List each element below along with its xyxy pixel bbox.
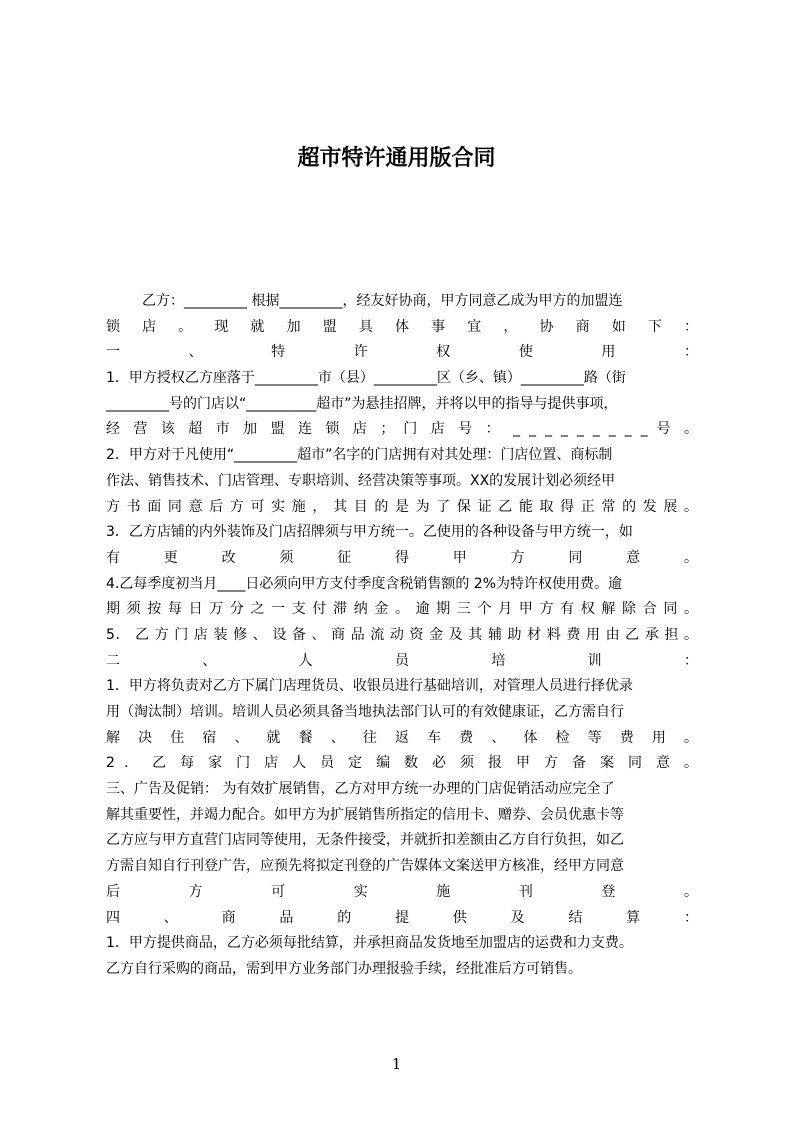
document-title: 超市特许通用版合同: [297, 145, 496, 171]
text-line: 三、广告及促销： 为有效扩展销售，乙方对甲方统一办理的门店促销活动应完全了: [106, 781, 615, 798]
text-line: 4.乙每季度初当月____日必须向甲方支付季度含税销售额的 2%为特许权使用费。逾: [106, 575, 623, 592]
text-line: 用（淘汰制）培训。培训人员必须具备当地执法部门认可的有效健康证，乙方需自行: [106, 704, 624, 720]
section-heading: 四 、 商 品 的 提 供 及 结 算 ：: [106, 909, 698, 926]
text-line: 1．甲方将负责对乙方下属门店理货员、收银员进行基础培训，对管理人员进行择优录: [106, 678, 633, 695]
text-line: 期 须 按 每 日 万 分 之 一 支 付 滞 纳 金 。 逾 期 三 个 月 甲 方 有 权 解 除 合 同 。: [106, 601, 698, 618]
text-line: 乙方自行采购的商品，需到甲方业务部门办理报验手续，经批准后方可销售。: [106, 960, 582, 977]
text-line: 锁 店 。 现 就 加 盟 具 体 事 宜 ， 协 商 如 下 ：: [106, 318, 698, 335]
section-heading: 二 、 人 员 培 训 ：: [106, 652, 698, 669]
text-line: 5． 乙 方 门 店 装 修 、 设 备 、 商 品 流 动 资 金 及 其 辅 助 材 料 费 用 由 乙 承 担 。: [106, 626, 698, 643]
section-heading: 一 、 特 许 权 使 用 ：: [106, 344, 698, 361]
text-line: 3．乙方店铺的内外装饰及门店招牌须与甲方统一。乙使用的各种设备与甲方统一，如: [106, 524, 633, 541]
text-line: 乙方应与甲方直营门店同等使用，无条件接受，并就折扣差额由乙方自行负担，如乙: [106, 832, 624, 849]
text-line: _________号的门店以“__________超市”为悬挂招牌，并将以甲的指导与提供事项，: [106, 395, 618, 412]
text-line: 作法、销售技术、门店管理、专职培训、经营决策等事项。XX的发展计划必须经甲: [106, 472, 616, 489]
text-line: 1．甲方授权乙方座落于_________市（县）_________区（乡、镇）_________路（街: [106, 370, 626, 387]
text-line: 经 营 该 超 市 加 盟 连 锁 店 ； 门 店 号 ： _ _ _ _ _ _ _ _ _ 号 。: [106, 421, 698, 438]
text-line: 2．甲方对于凡使用“_________超市”名字的门店拥有对其处理：门店位置、商标制: [106, 447, 613, 464]
text-line: 乙方：_________ 根据_________，经友好协商，甲方同意乙成为甲方的加盟连: [142, 293, 623, 309]
text-line: 方需自知自行刊登广告，应预先将拟定刊登的广告媒体文案送甲方核准，经甲方同意: [106, 858, 624, 875]
contract-body: [106, 289, 698, 983]
page-number: 1: [391, 1055, 402, 1073]
text-line: 有 更 改 须 征 得 甲 方 同 意 。: [106, 549, 698, 566]
text-line: 2 ． 乙 每 家 门 店 人 员 定 编 数 必 须 报 甲 方 备 案 同 意 。: [106, 755, 698, 772]
text-line: 后 方 可 实 施 刊 登 。: [106, 883, 698, 900]
text-line: 解 决 住 宿 、 就 餐 、 往 返 车 费 、 体 检 等 费 用 。: [106, 729, 698, 746]
text-line: 解其重要性，并竭力配合。如甲方为扩展销售所指定的信用卡、赠券、会员优惠卡等: [106, 806, 624, 823]
text-line: 1．甲方提供商品，乙方必须每批结算，并承担商品发货地至加盟店的运费和力支费。: [106, 935, 633, 952]
text-line: 方 书 面 同 意 后 方 可 实 施 ， 其 目 的 是 为 了 保 证 乙 能 取 得 正 常 的 发 展 。: [106, 498, 698, 515]
